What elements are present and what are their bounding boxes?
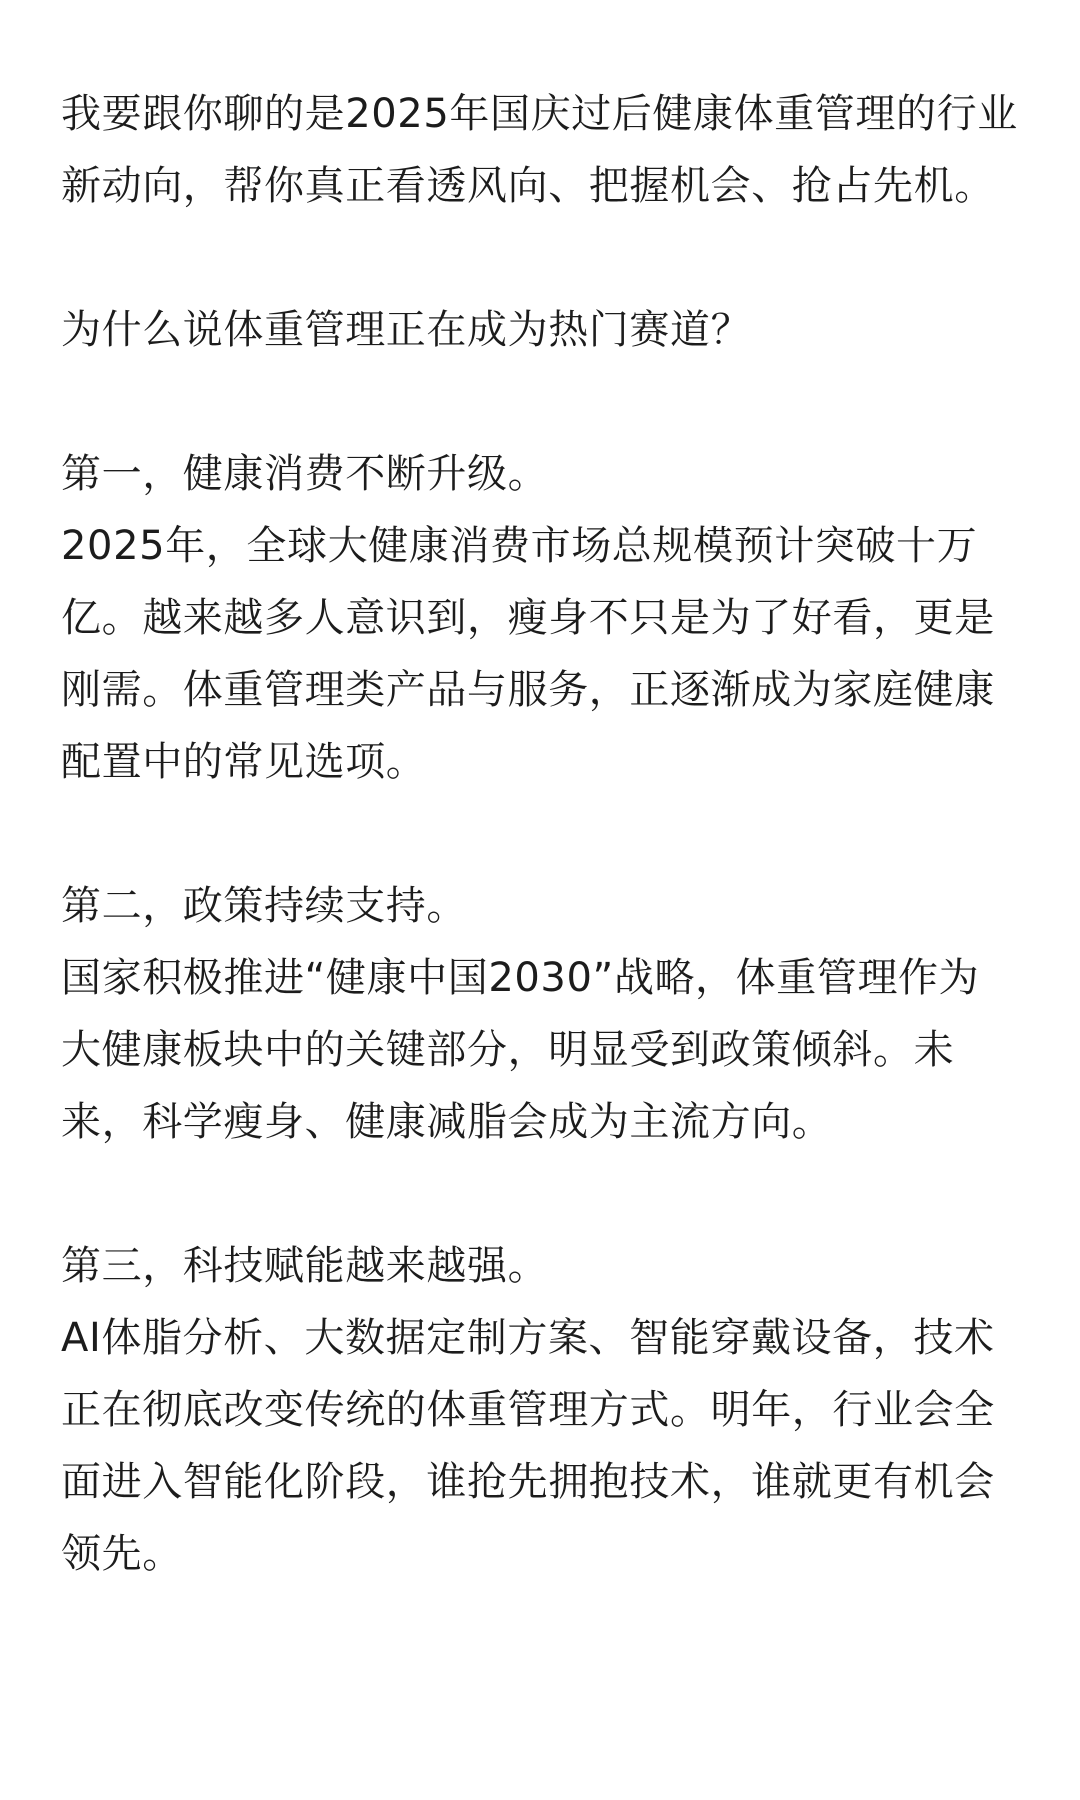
section-1 [61, 438, 1019, 798]
question-text: 为什么说体重管理正在成为热门赛道？ [61, 307, 752, 353]
section-3 [61, 1230, 1019, 1590]
section-body: 国家积极推进“健康中国2030”战略，体重管理作为大健康板块中的关键部分，明显受到政策倾斜。未来，科学瘦身、健康减脂会成为主流方向。 [61, 955, 980, 1145]
article-body [61, 78, 1019, 1662]
section-heading: 第二，政策持续支持。 [61, 883, 467, 929]
question-paragraph [61, 294, 1019, 366]
section-heading: 第三，科技赋能越来越强。 [61, 1243, 549, 1289]
intro-paragraph [61, 78, 1019, 222]
intro-text: 我要跟你聊的是2025年国庆过后健康体重管理的行业新动向，帮你真正看透风向、把握机会、抢占先机。 [61, 91, 1018, 209]
section-body: AI体脂分析、大数据定制方案、智能穿戴设备，技术正在彻底改变传统的体重管理方式。明年，行业会全面进入智能化阶段，谁抢先拥抱技术，谁就更有机会领先。 [61, 1315, 995, 1577]
section-2 [61, 870, 1019, 1158]
section-heading: 第一，健康消费不断升级。 [61, 451, 549, 497]
section-body: 2025年，全球大健康消费市场总规模预计突破十万亿。越来越多人意识到，瘦身不只是为了好看，更是刚需。体重管理类产品与服务，正逐渐成为家庭健康配置中的常见选项。 [61, 523, 995, 785]
